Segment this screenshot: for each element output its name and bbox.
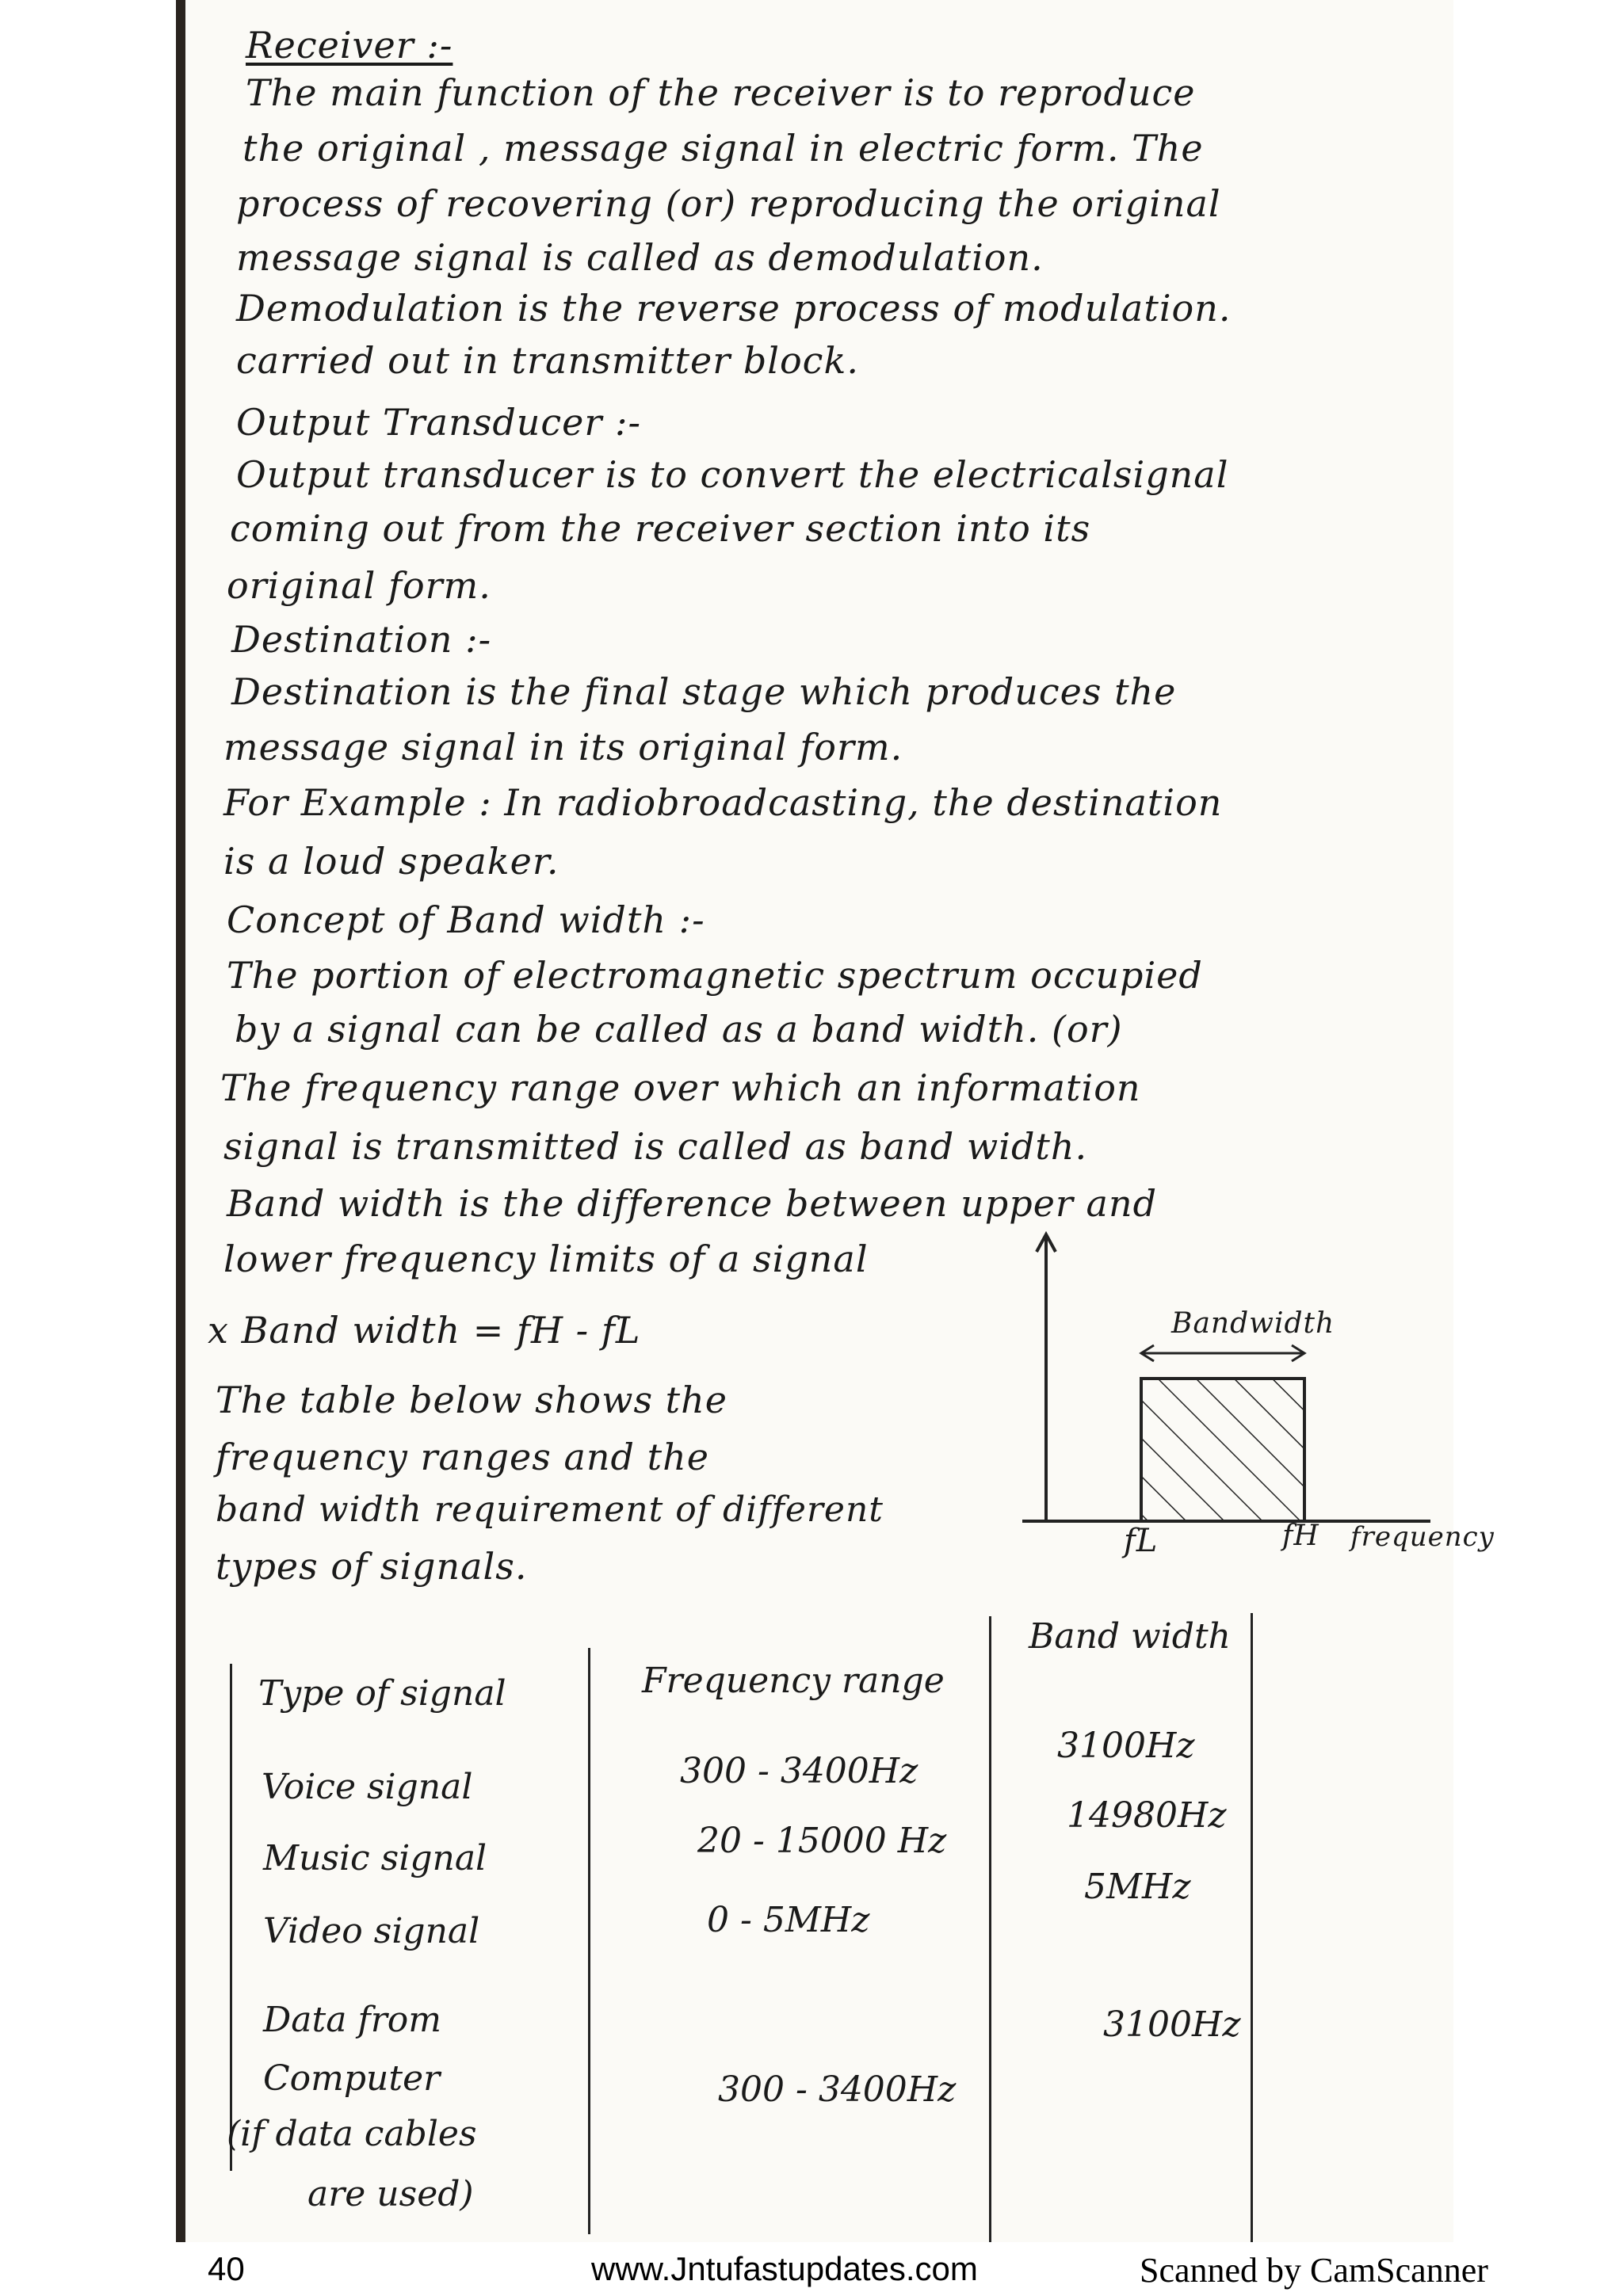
page-shadow-edge <box>176 0 185 2242</box>
text-line-14: message signal in its original form. <box>223 726 903 769</box>
text-line-20: The frequency range over which an information <box>220 1066 1141 1109</box>
text-line-11: original form. <box>227 564 491 607</box>
table-col-divider-2 <box>989 1616 991 2242</box>
text-line-4: process of recovering (or) reproducing the original <box>236 182 1221 225</box>
table-col-divider-1 <box>588 1648 590 2234</box>
text-line-8: Output Transducer :- <box>236 401 642 444</box>
text-line-5: message signal is called as demodulation. <box>236 236 1044 279</box>
table-right-border <box>1251 1613 1253 2242</box>
header-type: Type of signal <box>258 1673 506 1714</box>
text-line-17: Concept of Band width :- <box>227 898 705 941</box>
row-voice-range: 300 - 3400Hz <box>680 1751 918 1791</box>
scanner-credit: Scanned by CamScanner <box>1140 2251 1488 2290</box>
bandwidth-hatched-block <box>1141 1379 1304 1521</box>
table-intro-line-4: types of signals. <box>216 1545 528 1588</box>
text-line-19: by a signal can be called as a band width. (or) <box>235 1008 1123 1051</box>
row-music-range: 20 - 15000 Hz <box>697 1821 947 1861</box>
text-line-15: For Example : In radiobroadcasting, the destination <box>223 781 1223 824</box>
row-data-type-2: Computer <box>263 2058 441 2099</box>
row-music-type: Music signal <box>263 1838 487 1878</box>
fh-label: fH <box>1282 1520 1319 1552</box>
row-data-type-1: Data from <box>263 2000 441 2040</box>
text-line-1: Receiver :- <box>246 24 453 67</box>
row-video-range: 0 - 5MHz <box>707 1900 870 1940</box>
text-line-3: the original , message signal in electric form. The <box>242 127 1204 170</box>
text-line-13: Destination is the final stage which produces the <box>231 670 1177 713</box>
table-intro-line-3: band width requirement of different <box>216 1489 884 1530</box>
fl-label: fL <box>1124 1523 1159 1559</box>
row-music-bandwidth: 14980Hz <box>1067 1795 1227 1836</box>
row-video-bandwidth: 5MHz <box>1084 1867 1191 1907</box>
header-frequency-range: Frequency range <box>642 1661 945 1701</box>
row-data-type-3: (if data cables <box>227 2114 477 2154</box>
text-line-12: Destination :- <box>231 618 492 661</box>
text-line-16: is a loud speaker. <box>223 840 559 883</box>
row-data-range: 300 - 3400Hz <box>718 2069 957 2110</box>
row-data-type-4: are used) <box>307 2174 474 2214</box>
row-voice-type: Voice signal <box>262 1767 473 1807</box>
x-axis-label: frequency <box>1350 1521 1495 1553</box>
table-left-border <box>230 1664 232 2171</box>
website-link[interactable]: www.Jntufastupdates.com <box>591 2250 978 2287</box>
row-video-type: Video signal <box>263 1911 480 1951</box>
text-line-6: Demodulation is the reverse process of modulation. <box>236 287 1232 330</box>
table-intro-line-1: The table below shows the <box>216 1379 727 1421</box>
text-line-2: The main function of the receiver is to reproduce <box>246 71 1196 114</box>
text-line-7: carried out in transmitter block. <box>236 339 859 382</box>
text-line-22: Band width is the difference between upper and <box>227 1182 1158 1225</box>
text-line-21: signal is transmitted is called as band width. <box>223 1125 1088 1168</box>
text-line-10: coming out from the receiver section into its <box>230 507 1091 550</box>
text-line-23: lower frequency limits of a signal <box>223 1238 869 1280</box>
text-line-9: Output transducer is to convert the electricalsignal <box>236 453 1229 496</box>
bandwidth-label: Bandwidth <box>1171 1307 1335 1340</box>
table-intro-line-2: frequency ranges and the <box>216 1436 709 1478</box>
row-data-bandwidth: 3100Hz <box>1103 2004 1241 2045</box>
page-number: 40 <box>208 2250 245 2287</box>
header-bandwidth: Band width <box>1029 1616 1231 1657</box>
bandwidth-formula: x Band width = fH - fL <box>208 1309 641 1352</box>
row-voice-bandwidth: 3100Hz <box>1057 1726 1195 1766</box>
text-line-18: The portion of electromagnetic spectrum occupied <box>227 954 1203 997</box>
